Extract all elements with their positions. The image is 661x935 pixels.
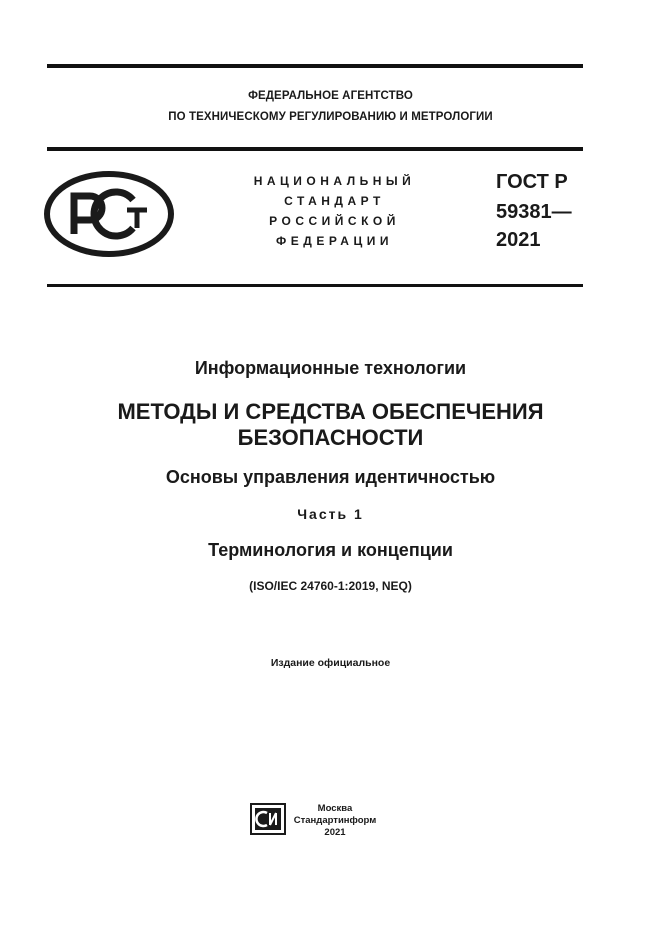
part-label: Часть 1 (297, 506, 364, 522)
header-rule (47, 147, 583, 151)
rst-certification-mark-icon (43, 170, 175, 263)
block-rule (47, 284, 583, 287)
standard-type-line-3: РОССИЙСКОЙ (269, 214, 400, 228)
agency-line-1: ФЕДЕРАЛЬНОЕ АГЕНТСТВО (248, 90, 413, 102)
main-title-line-1: МЕТОДЫ И СРЕДСТВА ОБЕСПЕЧЕНИЯ (117, 399, 544, 424)
standard-code-line-2: 59381— (496, 201, 572, 223)
standard-type-line-1: НАЦИОНАЛЬНЫЙ (253, 174, 416, 188)
series-title: Информационные технологии (194, 358, 467, 378)
standard-code-line-3: 2021 (496, 229, 541, 251)
publisher-name: Стандартинформ (293, 815, 377, 826)
publisher-year: 2021 (324, 827, 346, 838)
agency-line-2: ПО ТЕХНИЧЕСКОМУ РЕГУЛИРОВАНИЮ И МЕТРОЛОГИИ (168, 111, 493, 123)
iso-reference: (ISO/IEC 24760-1:2019, NEQ) (249, 579, 412, 593)
main-title-line-2: БЕЗОПАСНОСТИ (237, 425, 424, 450)
standard-code-line-1: ГОСТ Р (496, 171, 568, 193)
edition-label: Издание официальное (270, 657, 391, 669)
subtitle: Основы управления идентичностью (165, 467, 496, 487)
publisher-city: Москва (317, 803, 353, 814)
standartinform-logo-icon (250, 803, 286, 840)
standard-type-line-4: ФЕДЕРАЦИИ (276, 234, 393, 248)
top-rule (47, 64, 583, 68)
publisher-info (293, 803, 377, 839)
standard-type-line-2: СТАНДАРТ (284, 194, 385, 208)
part-title: Терминология и концепции (208, 540, 453, 560)
